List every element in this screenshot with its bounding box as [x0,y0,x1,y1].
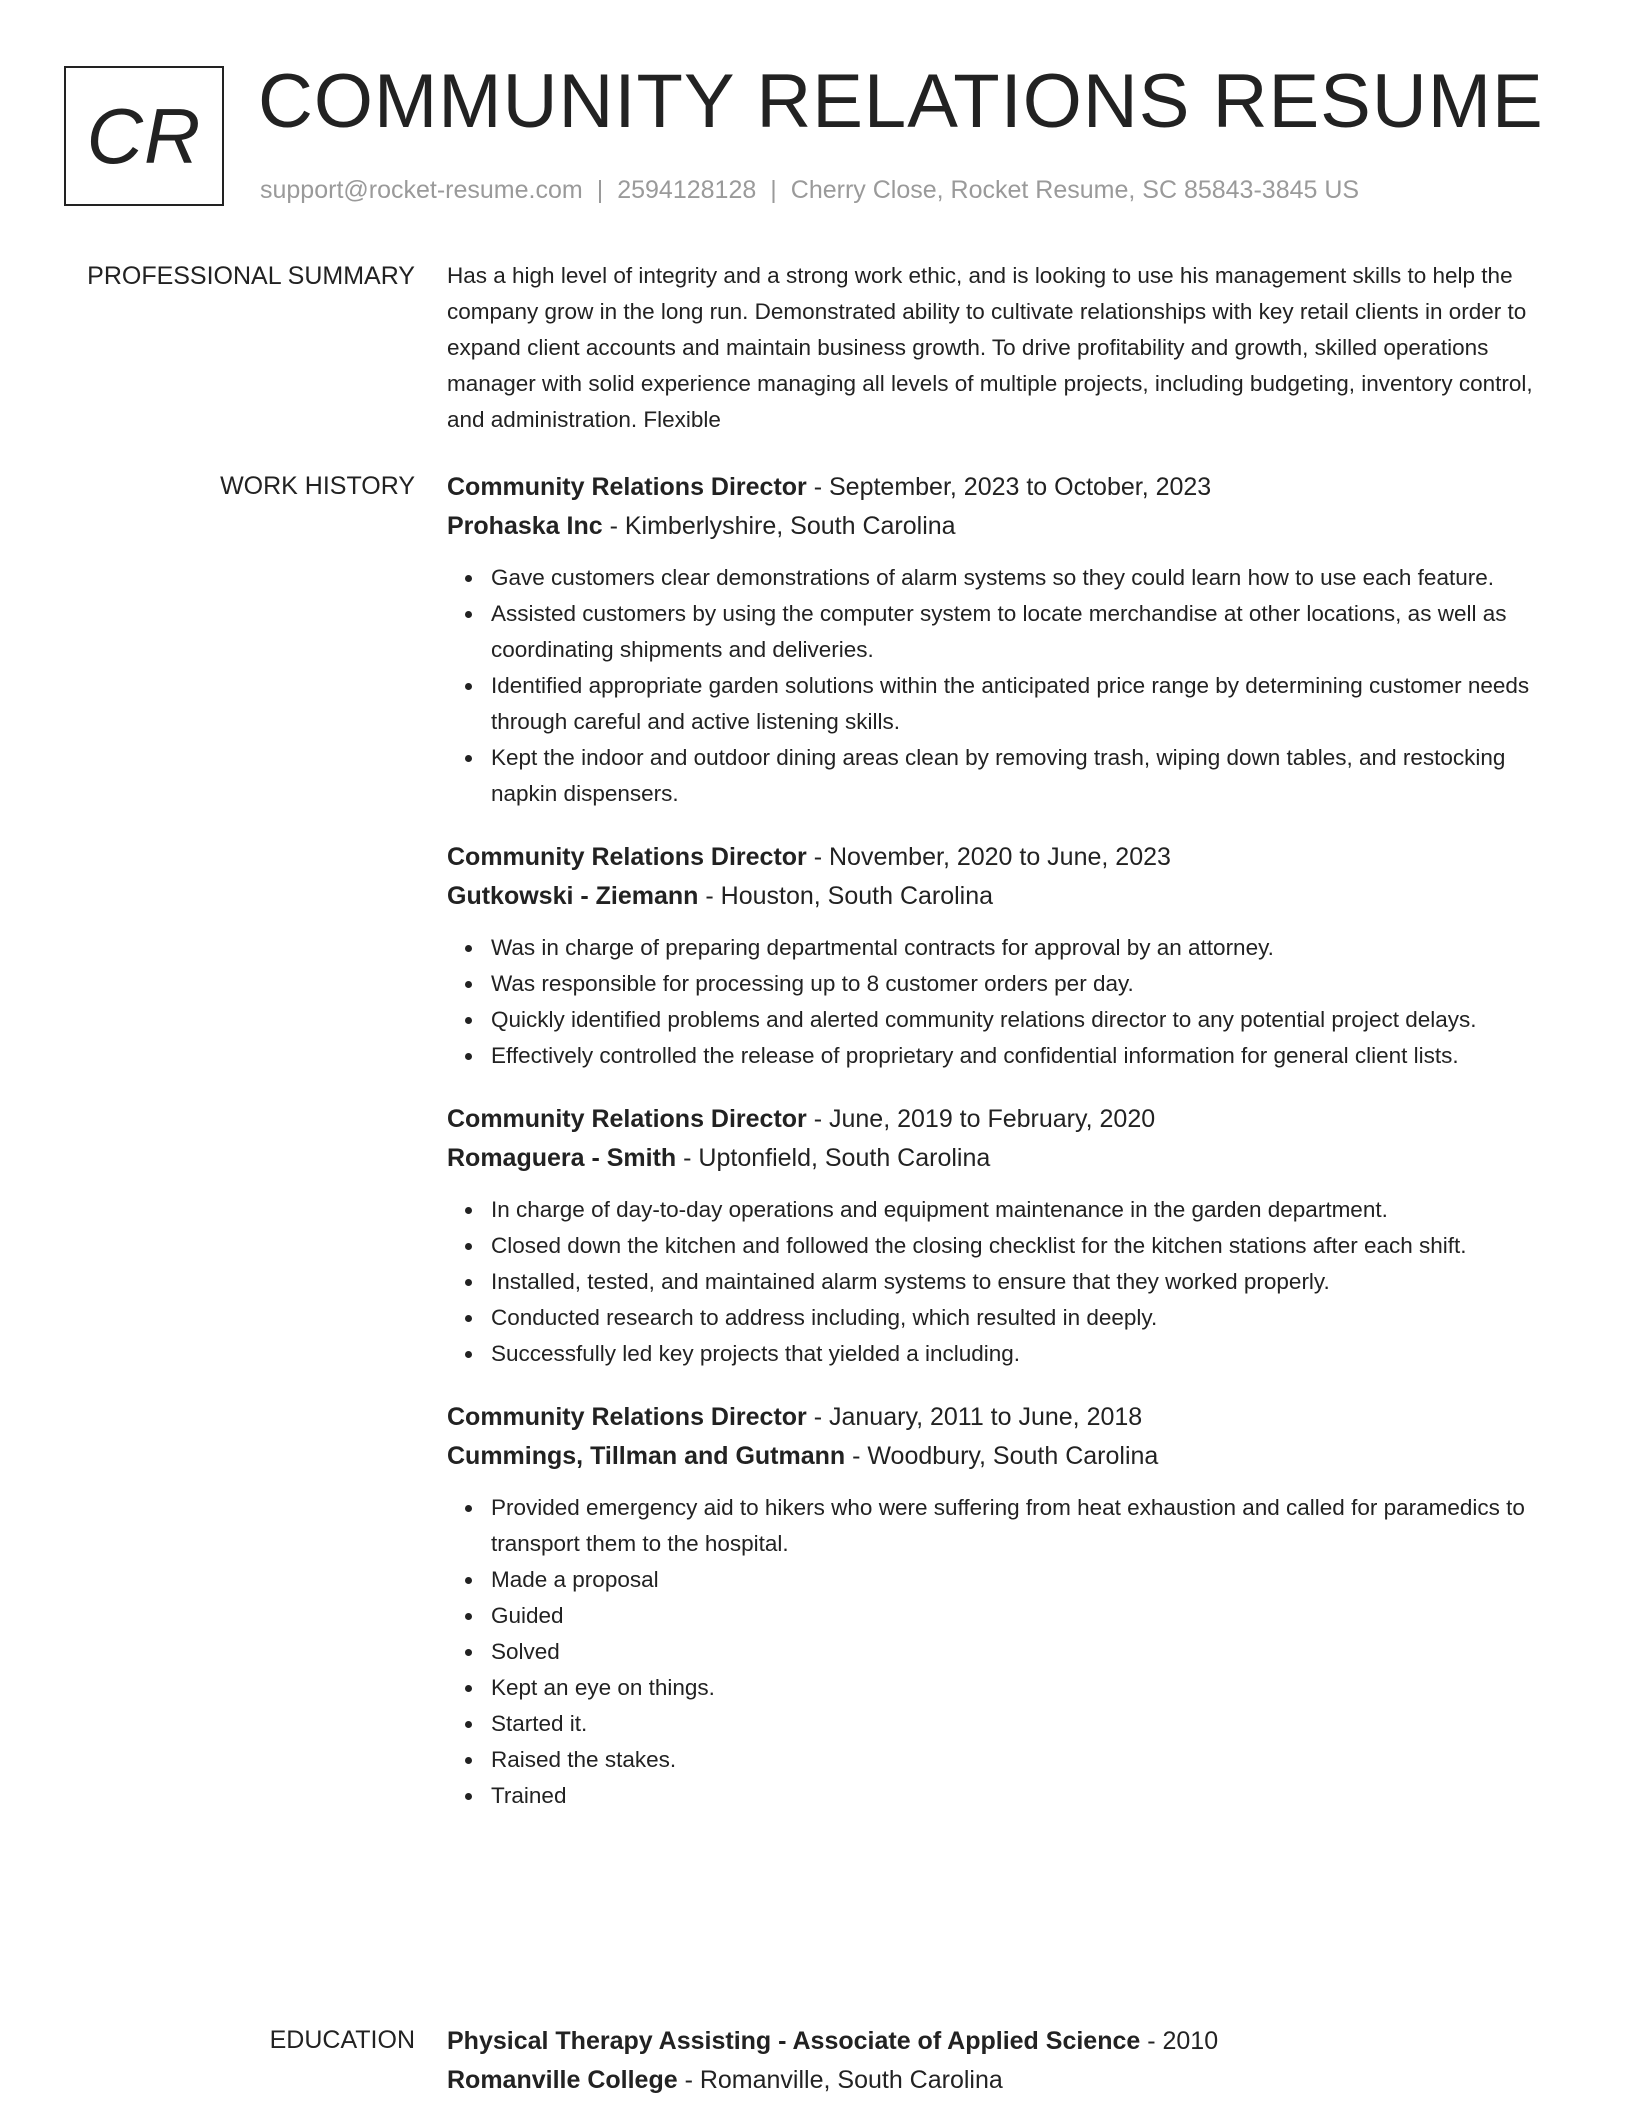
job-location: - Woodbury, South Carolina [845,1442,1159,1470]
job-bullet: Made a proposal [491,1562,1552,1598]
job-bullet: Kept an eye on things. [491,1670,1552,1706]
job-bullet: Solved [491,1634,1552,1670]
job-title: Community Relations Director [447,1105,807,1133]
job-bullets [447,560,1552,812]
job-bullet: Conducted research to address including, which resulted in deeply. [491,1300,1552,1336]
job-bullet: Was responsible for processing up to 8 customer orders per day. [491,966,1552,1002]
job-location: - Houston, South Carolina [698,882,994,910]
job-bullet: Closed down the kitchen and followed the closing checklist for the kitchen stations after each shift. [491,1228,1552,1264]
job-bullet: Provided emergency aid to hikers who were suffering from heat exhaustion and called for paramedics to transport them to the hospital. [491,1490,1552,1562]
resume-title: COMMUNITY RELATIONS RESUME [258,59,1544,144]
education-degree-line [447,2022,1552,2061]
job-title-line [447,1398,1552,1437]
contact-line [260,176,1359,205]
job-bullet: Started it. [491,1706,1552,1742]
job-company-line [447,1139,1552,1178]
contact-separator: | [596,176,604,204]
contact-email: support@rocket-resume.com [260,176,583,204]
education-location: - Romanville, South Carolina [677,2066,1003,2094]
job-bullet: Identified appropriate garden solutions within the anticipated price range by determining customer needs through careful and active listening skills. [491,668,1552,740]
job-company: Cummings, Tillman and Gutmann [447,1442,846,1470]
job-entry [447,838,1552,1074]
contact-separator: | [770,176,777,204]
job-bullet: Raised the stakes. [491,1742,1552,1778]
job-location: - Kimberlyshire, South Carolina [602,512,956,540]
summary-body [447,258,1552,438]
job-dates: - November, 2020 to June, 2023 [806,843,1171,871]
job-entry [447,1100,1552,1372]
job-title: Community Relations Director [447,473,807,501]
job-bullet: Effectively controlled the release of proprietary and confidential information for general client lists. [491,1038,1552,1074]
job-company-line [447,507,1552,546]
job-bullet: Quickly identified problems and alerted community relations director to any potential project delays. [491,1002,1552,1038]
job-bullet: Gave customers clear demonstrations of alarm systems so they could learn how to use each feature. [491,560,1552,596]
job-dates: - June, 2019 to February, 2020 [806,1105,1156,1133]
job-title-line [447,838,1552,877]
monogram-initials: CR [86,91,202,180]
education-body [447,2022,1552,2100]
job-company-line [447,1437,1552,1476]
job-title: Community Relations Director [447,1403,807,1431]
education-school-line [447,2061,1552,2100]
summary-text: Has a high level of integrity and a strong work ethic, and is looking to use his management skills to help the company grow in the long run. Demonstrated ability to cultivate relationships with key retail clients in order to expand client accounts and maintain business growth. To drive profitability and growth, skilled operations manager with solid experience managing all levels of multiple projects, including budgeting, inventory control, and administration. Flexible [447,263,1533,432]
job-bullets [447,1490,1552,1814]
monogram-box [64,66,224,206]
job-title-line [447,1100,1552,1139]
job-bullet: Trained [491,1778,1552,1814]
job-entry [447,1398,1552,1814]
job-title: Community Relations Director [447,843,807,871]
job-company-line [447,877,1552,916]
job-title-line [447,468,1552,507]
job-location: - Uptonfield, South Carolina [676,1144,991,1172]
job-dates: - January, 2011 to June, 2018 [806,1403,1143,1431]
section-label-summary: PROFESSIONAL SUMMARY [87,262,415,290]
section-label-education: EDUCATION [269,2026,415,2054]
job-company: Prohaska Inc [447,512,603,540]
section-label-work-history: WORK HISTORY [220,472,415,500]
job-bullet: Kept the indoor and outdoor dining areas clean by removing trash, wiping down tables, and restocking napkin dispensers. [491,740,1552,812]
job-dates: - September, 2023 to October, 2023 [806,473,1212,501]
education-year: - 2010 [1140,2027,1219,2055]
job-bullet: Successfully led key projects that yielded a including. [491,1336,1552,1372]
job-bullet: Was in charge of preparing departmental contracts for approval by an attorney. [491,930,1552,966]
job-bullets [447,1192,1552,1372]
job-bullet: Assisted customers by using the computer system to locate merchandise at other locations, as well as coordinating shipments and deliveries. [491,596,1552,668]
education-degree: Physical Therapy Assisting - Associate of Applied Science [447,2027,1141,2055]
contact-phone: 2594128128 [617,176,757,204]
contact-address: Cherry Close, Rocket Resume, SC 85843-3845 US [790,176,1360,204]
job-bullet: Installed, tested, and maintained alarm systems to ensure that they worked properly. [491,1264,1552,1300]
job-bullet: In charge of day-to-day operations and equipment maintenance in the garden department. [491,1192,1552,1228]
job-bullets [447,930,1552,1074]
job-company: Gutkowski - Ziemann [447,882,699,910]
work-history-body [447,468,1552,1840]
job-bullet: Guided [491,1598,1552,1634]
education-school: Romanville College [447,2066,678,2094]
job-entry [447,468,1552,812]
job-company: Romaguera - Smith [447,1144,677,1172]
